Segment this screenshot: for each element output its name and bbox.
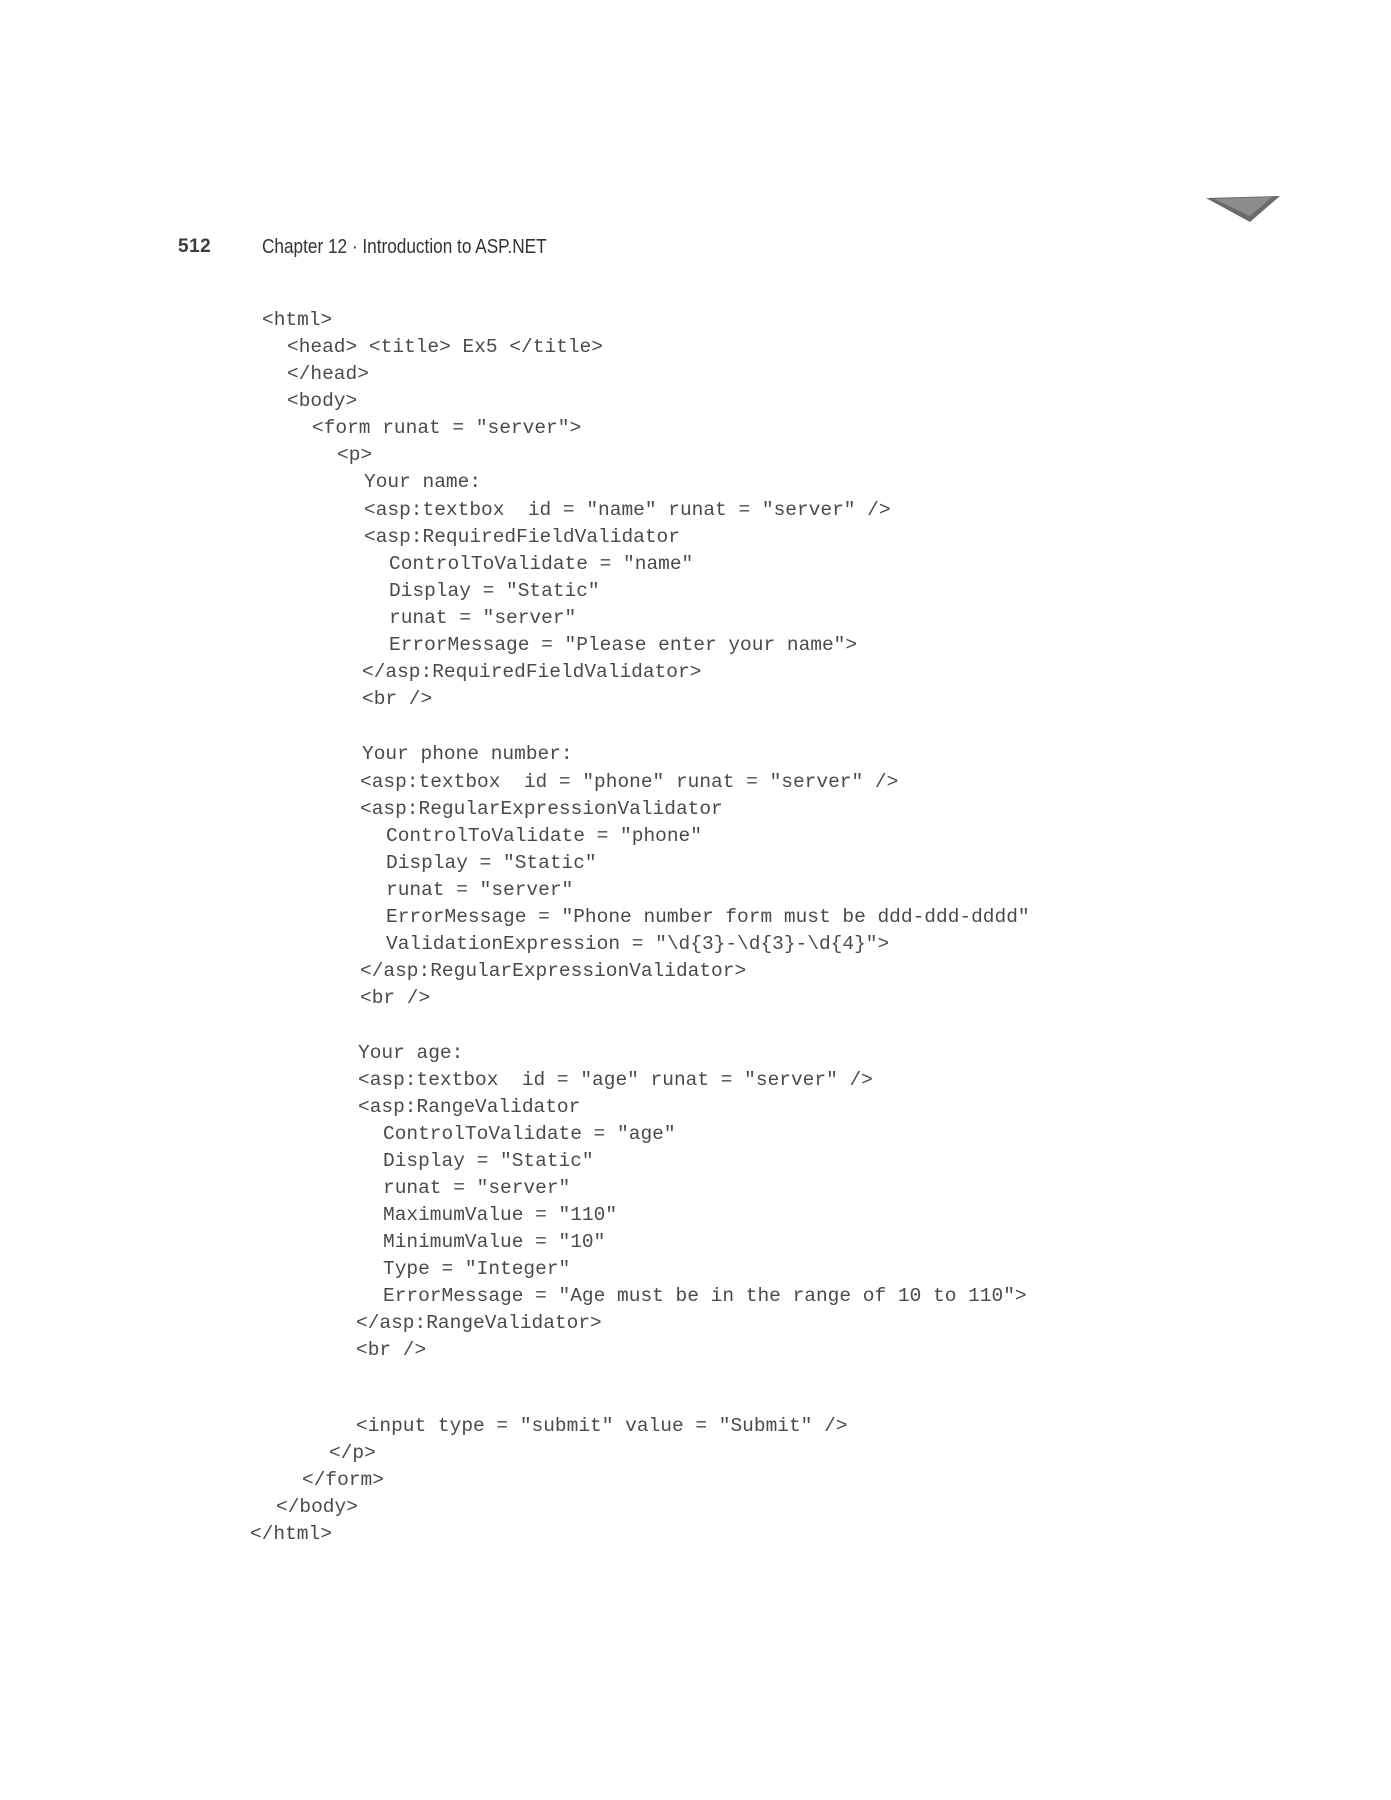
code-line: ControlToValidate = "phone" (386, 825, 702, 847)
code-line: runat = "server" (386, 879, 574, 901)
code-line: MinimumValue = "10" (383, 1231, 606, 1253)
code-line: </asp:RequiredFieldValidator> (362, 661, 702, 683)
code-line: <asp:textbox id = "phone" runat = "server" /> (360, 771, 899, 793)
code-line: Display = "Static" (386, 852, 597, 874)
code-line: </html> (250, 1523, 332, 1545)
code-line: ValidationExpression = "\d{3}-\d{3}-\d{4}"> (386, 933, 890, 955)
code-line: <body> (287, 390, 358, 412)
code-line: <br /> (360, 987, 431, 1009)
code-line: <asp:RangeValidator (358, 1096, 581, 1118)
code-line: <asp:RegularExpressionValidator (360, 798, 723, 820)
code-line: runat = "server" (383, 1177, 571, 1199)
code-line: MaximumValue = "110" (383, 1204, 618, 1226)
code-line: </p> (329, 1442, 376, 1464)
code-line: runat = "server" (389, 607, 577, 629)
code-line: <p> (337, 444, 373, 466)
code-line: <asp:textbox id = "name" runat = "server" /> (364, 499, 891, 521)
code-line: <br /> (356, 1339, 427, 1361)
code-line: Display = "Static" (389, 580, 600, 602)
code-line: <br /> (362, 688, 433, 710)
code-line: </body> (276, 1496, 358, 1518)
code-line: <asp:textbox id = "age" runat = "server" /> (358, 1069, 873, 1091)
code-line: Display = "Static" (383, 1150, 594, 1172)
code-line: <form runat = "server"> (312, 417, 582, 439)
code-line: </head> (287, 363, 369, 385)
corner-triangle-icon (1206, 194, 1280, 224)
running-head: Chapter 12 · Introduction to ASP.NET (262, 236, 547, 258)
code-line: Type = "Integer" (383, 1258, 571, 1280)
code-line: <html> (262, 309, 333, 331)
code-line: ErrorMessage = "Age must be in the range of 10 to 110"> (383, 1285, 1027, 1307)
code-line: <asp:RequiredFieldValidator (364, 526, 680, 548)
code-line: ControlToValidate = "name" (389, 553, 694, 575)
code-line: </asp:RegularExpressionValidator> (360, 960, 747, 982)
code-line: ControlToValidate = "age" (383, 1123, 676, 1145)
code-line: </form> (302, 1469, 384, 1491)
code-line: </asp:RangeValidator> (356, 1312, 602, 1334)
code-line: Your name: (364, 471, 482, 493)
page-number: 512 (178, 236, 212, 257)
code-line: <input type = "submit" value = "Submit" /> (356, 1415, 848, 1437)
code-line: <head> <title> Ex5 </title> (287, 336, 603, 358)
code-line: ErrorMessage = "Phone number form must be ddd-ddd-dddd" (386, 906, 1030, 928)
code-line: Your age: (358, 1042, 464, 1064)
code-line: ErrorMessage = "Please enter your name"> (389, 634, 858, 656)
code-line: Your phone number: (362, 743, 573, 765)
page-header (0, 236, 1391, 266)
